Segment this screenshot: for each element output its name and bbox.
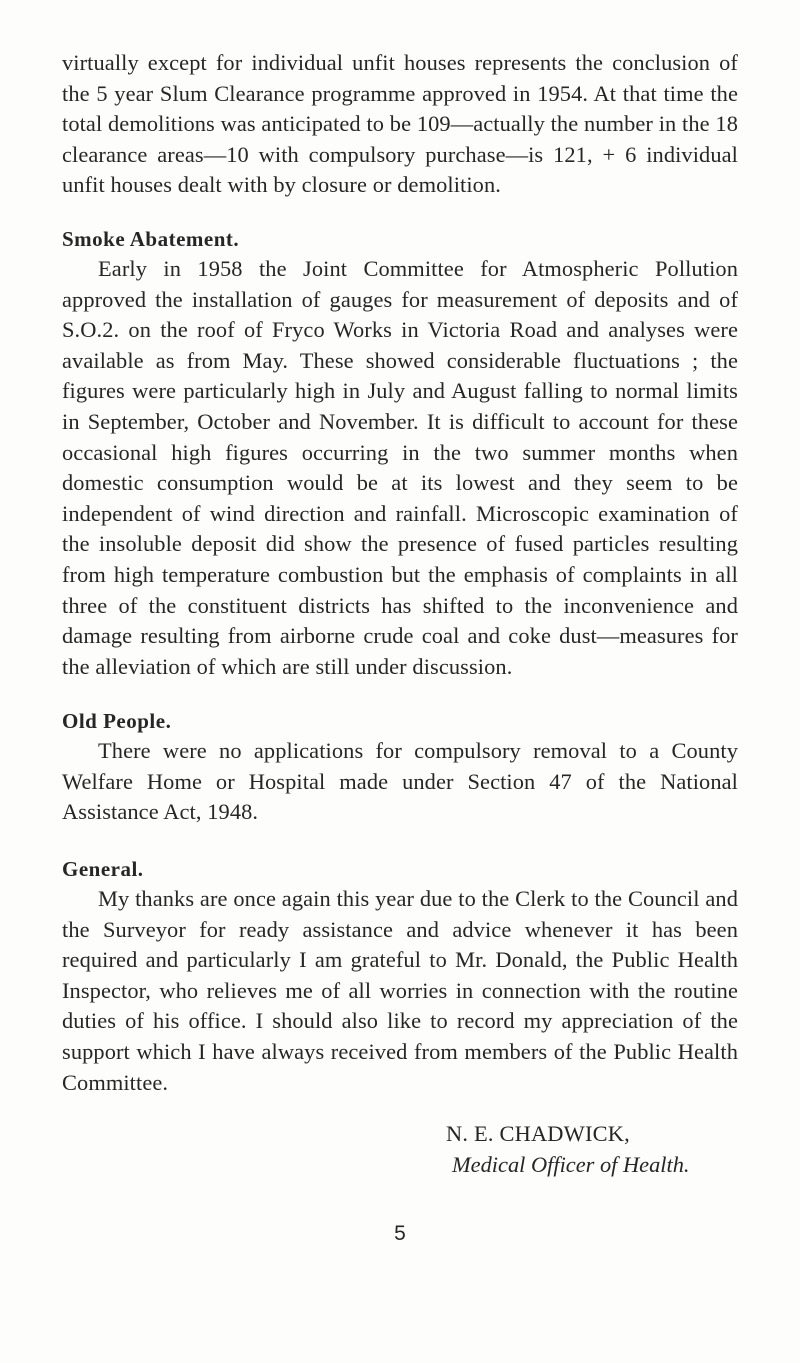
heading-general: General.: [62, 857, 144, 882]
intro-paragraph: virtually except for individual unfit houses represents the conclusion of the 5 year Slum Clearance programme approved in 1954. At that time the total demolitions was anticipated to be 109—actually the number in the 18 clearance areas—10 with compulsory purchase—is 121, + 6 individual unfit houses dealt with by closure or demolition.: [62, 50, 738, 198]
signature-title: Medical Officer of Health.: [452, 1152, 690, 1178]
signature-block: [62, 1119, 738, 1181]
heading-old-people: Old People.: [62, 709, 172, 734]
heading-smoke-abatement: Smoke Abatement.: [62, 226, 240, 251]
paragraph-general: My thanks are once again this year due to the Clerk to the Council and the Surveyor for ready assistance and advice whenever it has been required and particularly I am grateful to Mr. Donald, the Public Health Inspector, who relieves me of all worries in connection with the routine duties of his office. I should also like to record my appreciation of the support which I have always received from members of the Public Health Committee.: [62, 886, 738, 1095]
paragraph-smoke-abatement: Early in 1958 the Joint Committee for Atmospheric Pollution approved the installation of gauges for measurement of deposits and of S.O.2. on the roof of Fryco Works in Victoria Road and analyses were available as from May. These showed considerable fluctuations ; the figures were particularly high in July and August falling to normal limits in September, October and November. It is difficult to account for these occasional high figures occurring in the two summer months when domestic consumption would be at its lowest and they seem to be independent of wind direction and rainfall. Microscopic examination of the insoluble deposit did show the presence of fused particles resulting from high temperature combustion but the emphasis of complaints in all three of the constituent districts has shifted to the inconvenience and damage resulting from airborne crude coal and coke dust—measures for the alleviation of which are still under discussion.: [62, 255, 738, 679]
signature-name: N. E. CHADWICK,: [446, 1121, 630, 1147]
paragraph-old-people: There were no applications for compulsory removal to a County Welfare Home or Hospital made under Section 47 of the National Assistance Act, 1948.: [62, 738, 738, 825]
page-number: 5: [394, 1222, 406, 1245]
